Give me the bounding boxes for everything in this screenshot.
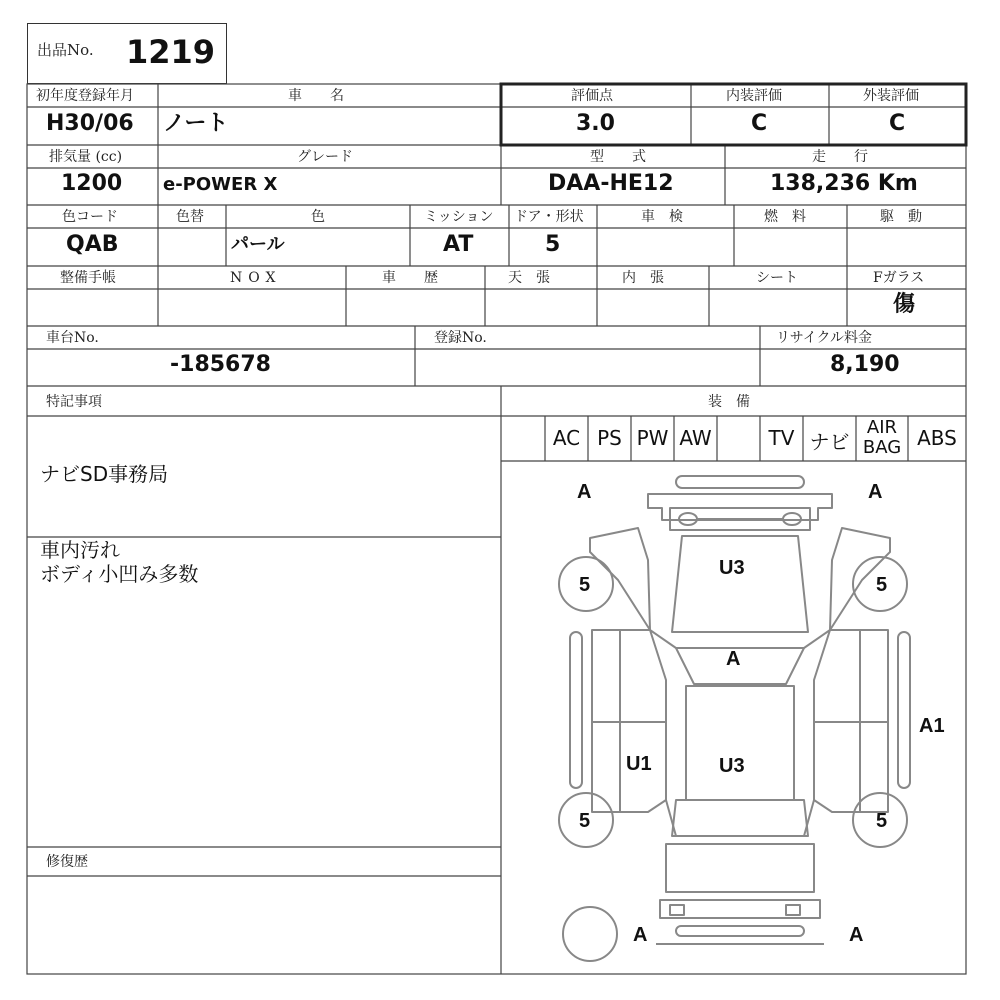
door-label: ドア・形状: [514, 209, 584, 225]
mission-label: ミッション: [424, 209, 494, 225]
lot-number-value: 1219: [126, 33, 216, 71]
exterior-grade-value: C: [889, 111, 906, 136]
mark-front-right-tire: 5: [876, 574, 888, 596]
equipment-aw: AW: [679, 426, 712, 450]
mark-front-left-tire: 5: [579, 574, 591, 596]
seat-label: シート: [756, 270, 798, 286]
score-value: 3.0: [576, 111, 615, 136]
equipment-label: 装 備: [708, 394, 750, 410]
equipment-ac: AC: [552, 426, 581, 450]
mark-right-side: A1: [919, 715, 945, 737]
special-notes-label: 特記事項: [46, 394, 102, 410]
model-label: 型 式: [590, 149, 646, 165]
car-history-label: 車 歴: [382, 270, 438, 286]
displacement-label: 排気量 (cc): [49, 149, 123, 165]
color-value: パール: [231, 234, 285, 255]
mileage-label: 走 行: [812, 149, 868, 165]
mark-rear-left-tire: 5: [579, 810, 591, 832]
nox-label: NOX: [230, 270, 282, 286]
equipment-airbag: AIR BAG: [862, 417, 902, 458]
interior-trim-label: 内 張: [622, 270, 664, 286]
color-code-value: QAB: [66, 232, 119, 257]
registration-number-label: 登録No.: [434, 330, 487, 346]
interior-grade-value: C: [751, 111, 768, 136]
mark-left-side: U1: [626, 753, 652, 775]
equipment-ps: PS: [597, 426, 622, 450]
door-value: 5: [545, 232, 561, 257]
inspection-label: 車 検: [641, 209, 683, 225]
mark-windshield: A: [726, 648, 741, 670]
fuel-label: 燃 料: [764, 209, 806, 225]
equipment-tv: TV: [768, 426, 795, 450]
note-line-2: 車内汚れ: [40, 538, 120, 562]
front-glass-label: Fガラス: [873, 270, 925, 286]
mark-rear-left: A: [633, 924, 648, 946]
interior-grade-label: 内装評価: [726, 88, 782, 104]
recycle-fee-label: リサイクル料金: [776, 330, 873, 346]
first-registration-value: H30/06: [46, 111, 134, 136]
mark-rear-right-tire: 5: [876, 810, 888, 832]
note-line-1: ナビSD事務局: [40, 462, 169, 486]
grade-value: e-POWER X: [163, 174, 278, 195]
first-registration-label: 初年度登録年月: [36, 88, 134, 104]
mission-value: AT: [443, 232, 474, 257]
drive-label: 駆 動: [880, 209, 922, 225]
note-line-3: ボディ小凹み多数: [40, 562, 199, 586]
model-value: DAA-HE12: [548, 171, 674, 196]
grade-label: グレード: [297, 149, 353, 165]
mark-roof: U3: [719, 755, 745, 777]
chassis-number-value: -185678: [170, 352, 271, 377]
color-label: 色: [311, 209, 325, 225]
mark-rear-right: A: [849, 924, 864, 946]
car-name-label: 車 名: [288, 88, 344, 104]
color-code-label: 色コード: [62, 209, 118, 225]
repair-history-label: 修復歴: [46, 854, 88, 870]
equipment-navi: ナビ: [809, 430, 850, 454]
mark-front-left: A: [577, 481, 592, 503]
car-name-value: ノート: [163, 111, 229, 136]
mileage-value: 138,236 Km: [770, 171, 918, 196]
mark-hood: U3: [719, 557, 745, 579]
score-label: 評価点: [571, 88, 613, 104]
service-record-label: 整備手帳: [60, 270, 116, 286]
equipment-abs: ABS: [917, 426, 957, 450]
repaint-label: 色替: [176, 209, 204, 225]
chassis-number-label: 車台No.: [46, 330, 99, 346]
front-glass-value: 傷: [893, 292, 916, 317]
mark-front-right: A: [868, 481, 883, 503]
displacement-value: 1200: [61, 171, 123, 196]
recycle-fee-value: 8,190: [830, 352, 900, 377]
lot-number-label: 出品No.: [37, 41, 94, 59]
exterior-grade-label: 外装評価: [863, 88, 919, 104]
roof-lining-label: 天 張: [508, 270, 550, 286]
equipment-pw: PW: [636, 426, 669, 450]
